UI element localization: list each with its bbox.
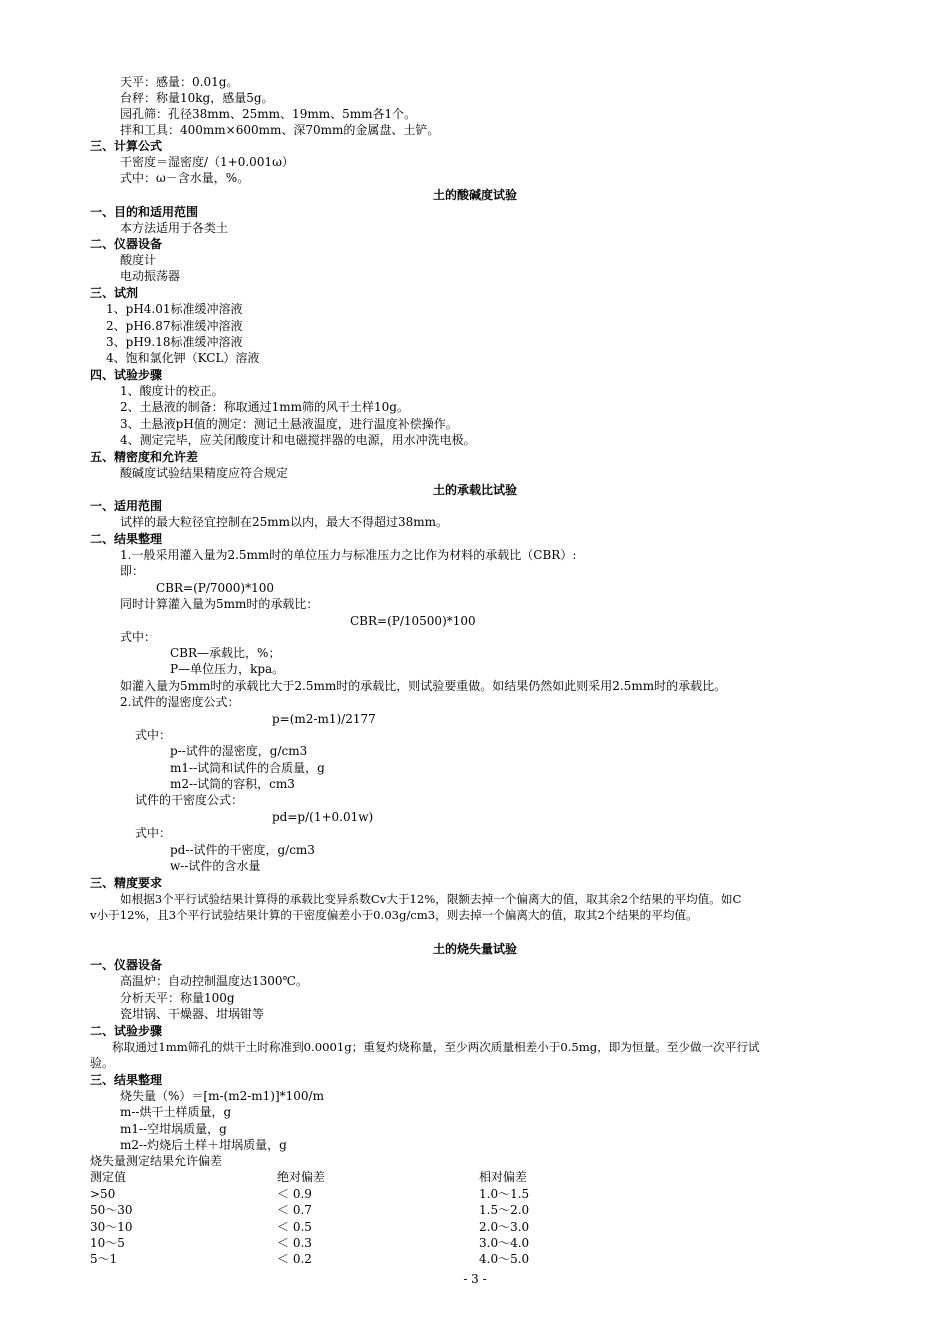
text-line: 高温炉：自动控制温度达1300℃。 bbox=[120, 974, 308, 988]
table-cell: ＜ 0.2 bbox=[277, 1252, 312, 1266]
text-line: m--烘干土样质量，g bbox=[120, 1105, 232, 1119]
text-line: p--试件的湿密度，g/cm3 bbox=[170, 744, 308, 758]
text-line: 园孔筛：孔径38mm、25mm、19mm、5mm各1个。 bbox=[120, 107, 417, 121]
text-line: 如根据3个平行试验结果计算得的承载比变异系数Cv大于12%，限额去掉一个偏离大的值，取其余2个结果的平均值。如C bbox=[120, 892, 742, 906]
section-heading: 一、适用范围 bbox=[90, 499, 163, 513]
table-cell: 50～30 bbox=[90, 1203, 133, 1217]
formula-line: 干密度＝湿密度/（1+0.001ω） bbox=[120, 155, 294, 169]
table-caption: 烧失量测定结果允许偏差 bbox=[90, 1154, 223, 1168]
list-item: 4、饱和氯化钾（KCL）溶液 bbox=[106, 351, 260, 365]
text-line: m1--空坩埚质量，g bbox=[120, 1122, 227, 1136]
list-item: 4、测定完毕，应关闭酸度计和电磁搅拌器的电源，用水冲洗电极。 bbox=[120, 433, 476, 447]
section-title: 土的烧失量试验 bbox=[432, 942, 517, 956]
table-cell: ＜ 0.7 bbox=[277, 1203, 312, 1217]
page-number: - 3 - bbox=[463, 1272, 487, 1286]
text-line: 式中：ω－含水量，%。 bbox=[120, 171, 250, 185]
text-line: 试件的干密度公式： bbox=[135, 793, 244, 807]
text-line: 称取通过1mm筛孔的烘干土时称准到0.0001g；重复灼烧称量，至少两次质量相差小于0.5mg，即为恒量。至少做一次平行试 bbox=[112, 1040, 760, 1054]
text-line: 分析天平：称量100g bbox=[120, 991, 235, 1005]
list-item: 2、pH6.87标准缓冲溶液 bbox=[106, 319, 243, 333]
text-line: 天平：感量：0.01g。 bbox=[120, 75, 239, 89]
text-line: m1--试筒和试件的合质量，g bbox=[170, 761, 325, 775]
section-heading: 四、试验步骤 bbox=[90, 368, 163, 382]
text-line: 2.试件的湿密度公式： bbox=[120, 695, 240, 709]
section-heading: 二、结果整理 bbox=[90, 532, 163, 546]
table-cell: 1.0～1.5 bbox=[479, 1187, 530, 1201]
text-line: 即： bbox=[120, 564, 145, 578]
text-line: 电动振荡器 bbox=[120, 269, 181, 283]
text-line: 验。 bbox=[90, 1056, 115, 1070]
table-cell: ＜ 0.9 bbox=[277, 1187, 312, 1201]
table-cell: ＜ 0.3 bbox=[277, 1236, 312, 1250]
text-line: 式中： bbox=[135, 728, 172, 742]
table-cell: >50 bbox=[90, 1187, 116, 1201]
section-heading: 五、精密度和允许差 bbox=[90, 450, 199, 464]
text-line: CBR—承载比，%； bbox=[170, 646, 281, 660]
text-line: 试样的最大粒径宜控制在25mm以内，最大不得超过38mm。 bbox=[120, 515, 449, 529]
text-line: m2--灼烧后土样＋坩埚质量，g bbox=[120, 1138, 287, 1152]
formula-line: CBR=(P/10500)*100 bbox=[350, 614, 476, 628]
section-title: 土的承载比试验 bbox=[432, 483, 517, 497]
table-header: 相对偏差 bbox=[479, 1170, 528, 1184]
text-line: 1.一般采用灌入量为2.5mm时的单位压力与标准压力之比作为材料的承载比（CBR）: bbox=[120, 548, 577, 562]
table-cell: 5～1 bbox=[90, 1252, 118, 1266]
list-item: 3、土悬液pH值的测定：测记土悬液温度，进行温度补偿操作。 bbox=[120, 417, 458, 431]
table-cell: 10～5 bbox=[90, 1236, 125, 1250]
section-heading: 三、试剂 bbox=[90, 286, 139, 300]
table-cell: 30～10 bbox=[90, 1220, 133, 1234]
text-line: m2--试筒的容积，cm3 bbox=[170, 777, 295, 791]
text-line: pd--试件的干密度，g/cm3 bbox=[170, 843, 315, 857]
text-line: 如灌入量为5mm时的承载比大于2.5mm时的承载比，则试验要重做。如结果仍然如此则采用2.5mm时的承载比。 bbox=[120, 679, 727, 693]
table-cell: 4.0～5.0 bbox=[479, 1252, 530, 1266]
list-item: 2、土悬液的制备：称取通过1mm筛的风干土样10g。 bbox=[120, 400, 409, 414]
table-cell: 1.5～2.0 bbox=[479, 1203, 530, 1217]
text-line: 本方法适用于各类土 bbox=[120, 221, 229, 235]
section-heading: 一、目的和适用范围 bbox=[90, 205, 199, 219]
text-line: 台秤：称量10kg，感量5g。 bbox=[120, 91, 274, 105]
table-header: 绝对偏差 bbox=[277, 1170, 326, 1184]
list-item: 3、pH9.18标准缓冲溶液 bbox=[106, 335, 243, 349]
section-title: 土的酸碱度试验 bbox=[432, 188, 517, 202]
text-line: 拌和工具：400mm×600mm、深70mm的金属盘、土铲。 bbox=[120, 123, 440, 137]
text-line: 酸碱度试验结果精度应符合规定 bbox=[120, 466, 289, 480]
formula-line: pd=p/(1+0.01w) bbox=[272, 810, 374, 824]
table-cell: 2.0～3.0 bbox=[479, 1220, 530, 1234]
section-heading: 一、仪器设备 bbox=[90, 958, 163, 972]
section-heading: 三、精度要求 bbox=[90, 876, 163, 890]
text-line: P—单位压力，kpa。 bbox=[170, 662, 285, 676]
text-line: 瓷坩锅、干燥器、坩埚钳等 bbox=[120, 1007, 265, 1021]
section-heading: 三、计算公式 bbox=[90, 139, 163, 153]
text-line: 同时计算灌入量为5mm时的承载比： bbox=[120, 597, 319, 611]
formula-line: p=(m2-m1)/2177 bbox=[272, 712, 376, 726]
section-heading: 二、仪器设备 bbox=[90, 237, 163, 251]
table-cell: 3.0～4.0 bbox=[479, 1236, 530, 1250]
table-header: 测定值 bbox=[90, 1170, 127, 1184]
text-line: 酸度计 bbox=[120, 253, 157, 267]
section-heading: 三、结果整理 bbox=[90, 1073, 163, 1087]
text-line: v小于12%，且3个平行试验结果计算的干密度偏差小于0.03g/cm3，则去掉一个偏离大的值，取其2个结果的平均值。 bbox=[90, 908, 698, 922]
text-line: 式中： bbox=[120, 630, 157, 644]
text-line: w--试件的含水量 bbox=[170, 859, 261, 873]
formula-line: 烧失量（%）＝[m-(m2-m1)]*100/m bbox=[120, 1089, 324, 1103]
list-item: 1、pH4.01标准缓冲溶液 bbox=[106, 302, 243, 316]
table-cell: ＜ 0.5 bbox=[277, 1220, 312, 1234]
formula-line: CBR=(P/7000)*100 bbox=[156, 581, 275, 595]
text-line: 式中： bbox=[135, 826, 172, 840]
section-heading: 二、试验步骤 bbox=[90, 1024, 163, 1038]
list-item: 1、酸度计的校正。 bbox=[120, 384, 224, 398]
